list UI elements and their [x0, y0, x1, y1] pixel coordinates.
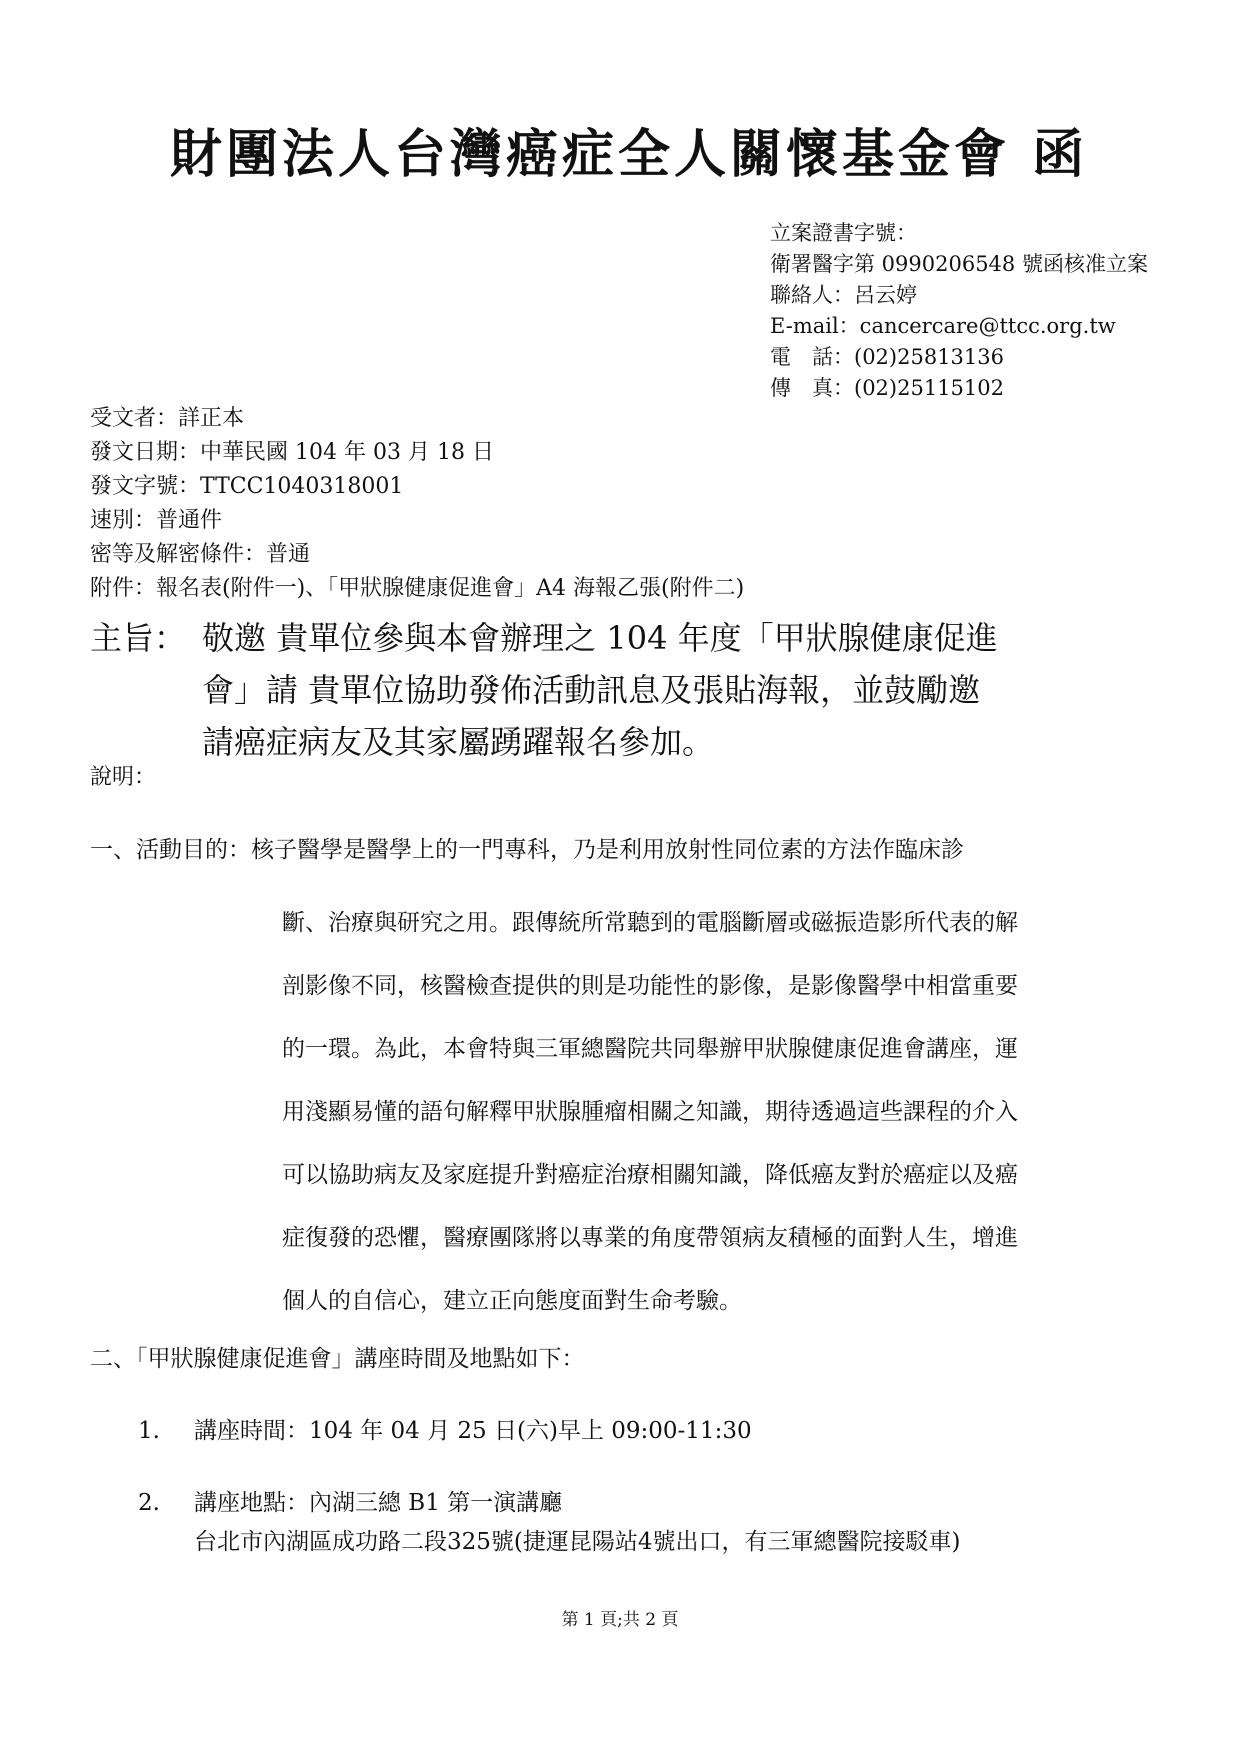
- section-purpose-heading: 一、活動目的：核子醫學是醫學上的一門專科，乃是利用放射性同位素的方法作臨床診: [90, 837, 964, 863]
- document-title: 財團法人台灣癌症全人關懷基金會 函: [170, 124, 1089, 185]
- contact-email: E-mail：cancercare@ttcc.org.tw: [770, 314, 1116, 338]
- paragraph-line: 個人的自信心，建立正向態度面對生命考驗。: [282, 1288, 742, 1314]
- delivery-speed: 速別：普通件: [90, 508, 223, 533]
- attachments: 附件：報名表(附件一)、「甲狀腺健康促進會」A4 海報乙張(附件二): [90, 576, 745, 601]
- certificate-label: 立案證書字號：: [770, 221, 917, 245]
- item-number: 1.: [138, 1418, 160, 1444]
- item-text: 講座時間：104 年 04 月 25 日(六)早上 09:00-11:30: [194, 1418, 752, 1444]
- subject-line: 請癌症病友及其家屬踴躍報名參加。: [202, 723, 715, 761]
- document-meta: [90, 402, 744, 606]
- contact-phone: 電 話：(02)25813136: [770, 345, 1004, 369]
- section-purpose: [90, 830, 1150, 1333]
- item-text: 講座地點：內湖三總 B1 第一演講廳: [194, 1490, 563, 1516]
- contact-fax: 傳 真：(02)25115102: [770, 376, 1004, 400]
- paragraph-line: 剖影像不同，核醫檢查提供的則是功能性的影像，是影像醫學中相當重要: [282, 973, 1018, 999]
- schedule-item: [138, 1484, 960, 1556]
- schedule-item: [138, 1412, 752, 1445]
- recipient: 受文者：詳正本: [90, 406, 245, 431]
- subject-line: 敬邀 貴單位參與本會辦理之 104 年度「甲狀腺健康促進: [202, 619, 998, 657]
- certificate-number: 衛署醫字第 0990206548 號函核准立案: [770, 252, 1148, 276]
- page-footer: 第 1 頁;共 2 頁: [561, 1610, 679, 1630]
- paragraph-line: 斷、治療與研究之用。跟傳統所常聽到的電腦斷層或磁振造影所代表的解: [282, 910, 1018, 936]
- contact-block: [770, 218, 1148, 404]
- section-schedule-heading: 二、「甲狀腺健康促進會」講座時間及地點如下：: [90, 1346, 585, 1372]
- issue-date: 發文日期：中華民國 104 年 03 月 18 日: [90, 440, 494, 465]
- paragraph-line: 用淺顯易懂的語句解釋甲狀腺腫瘤相關之知識，期待透過這些課程的介入: [282, 1099, 1018, 1125]
- subject-label: 主旨：: [90, 619, 187, 657]
- subject-line: 會」請 貴單位協助發佈活動訊息及張貼海報，並鼓勵邀: [202, 671, 981, 709]
- venue-address: 台北市內湖區成功路二段325號(捷運昆陽站4號出口，有三軍總醫院接駁車): [194, 1529, 961, 1555]
- item-number: 2.: [138, 1490, 160, 1516]
- section-purpose-body: [90, 892, 1150, 1333]
- paragraph-line: 症復發的恐懼，醫療團隊將以專業的角度帶領病友積極的面對人生，增進: [282, 1225, 1018, 1251]
- explanation-label: 說明：: [90, 765, 157, 790]
- paragraph-line: 的一環。為此，本會特與三軍總醫院共同舉辦甲狀腺健康促進會講座，運: [282, 1036, 1018, 1062]
- paragraph-line: 可以協助病友及家庭提升對癌症治療相關知識，降低癌友對於癌症以及癌: [282, 1162, 1018, 1188]
- document-number: 發文字號：TTCC1040318001: [90, 474, 404, 499]
- contact-person: 聯絡人：呂云婷: [770, 283, 917, 307]
- classification: 密等及解密條件：普通: [90, 542, 311, 567]
- subject-block: [90, 612, 998, 768]
